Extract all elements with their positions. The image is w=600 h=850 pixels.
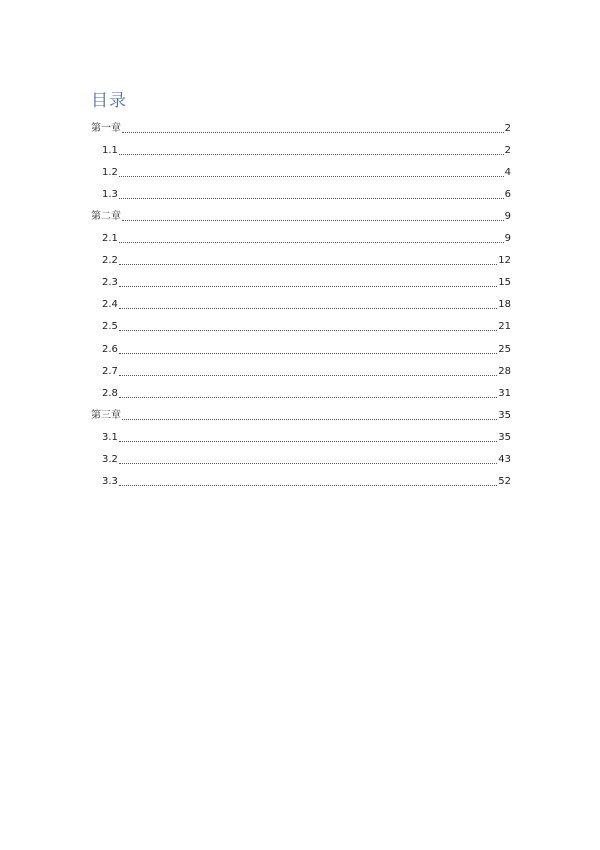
toc-entry-label: 第二章	[91, 211, 121, 223]
toc-entry-page-number: 9	[504, 233, 511, 245]
toc-section-entry[interactable]	[91, 468, 511, 490]
toc-entry-label: 1.2	[102, 167, 118, 179]
toc-dot-leader	[119, 286, 497, 287]
toc-chapter-entry[interactable]	[91, 203, 511, 225]
toc-section-entry[interactable]	[91, 335, 511, 357]
toc-section-entry[interactable]	[91, 247, 511, 269]
toc-entry-page-number: 4	[504, 167, 511, 179]
toc-dot-leader	[119, 242, 504, 243]
toc-section-entry[interactable]	[91, 225, 511, 247]
toc-dot-leader	[122, 220, 504, 221]
toc-dot-leader	[119, 397, 497, 398]
toc-entry-page-number: 21	[498, 321, 511, 333]
toc-entry-page-number: 12	[498, 255, 511, 267]
toc-entry-page-number: 6	[504, 189, 511, 201]
toc-section-entry[interactable]	[91, 358, 511, 380]
toc-entry-page-number: 9	[504, 211, 511, 223]
toc-entry-label: 2.1	[102, 233, 118, 245]
toc-entry-page-number: 15	[498, 277, 511, 289]
toc-section-entry[interactable]	[91, 424, 511, 446]
toc-entry-label: 3.3	[102, 475, 118, 487]
toc-section-entry[interactable]	[91, 269, 511, 291]
toc-dot-leader	[119, 353, 497, 354]
toc-entry-page-number: 25	[498, 343, 511, 355]
toc-entry-page-number: 2	[504, 145, 511, 157]
toc-entry-label: 2.7	[102, 365, 118, 377]
toc-entry-label: 2.8	[102, 387, 118, 399]
table-of-contents	[91, 115, 511, 490]
toc-entry-page-number: 18	[498, 299, 511, 311]
toc-entry-label: 3.1	[102, 431, 118, 443]
toc-section-entry[interactable]	[91, 159, 511, 181]
toc-dot-leader	[119, 176, 504, 177]
toc-entry-label: 3.2	[102, 453, 118, 465]
toc-dot-leader	[119, 441, 497, 442]
toc-title: 目录	[91, 91, 127, 111]
toc-chapter-entry[interactable]	[91, 402, 511, 424]
toc-section-entry[interactable]	[91, 181, 511, 203]
toc-dot-leader	[119, 308, 497, 309]
toc-dot-leader	[122, 132, 504, 133]
toc-entry-label: 2.6	[102, 343, 118, 355]
toc-entry-label: 2.4	[102, 299, 118, 311]
toc-section-entry[interactable]	[91, 291, 511, 313]
toc-entry-label: 2.3	[102, 277, 118, 289]
toc-section-entry[interactable]	[91, 446, 511, 468]
toc-entry-label: 1.3	[102, 189, 118, 201]
toc-entry-page-number: 43	[498, 453, 511, 465]
toc-chapter-entry[interactable]	[91, 115, 511, 137]
toc-entry-page-number: 35	[498, 409, 511, 421]
toc-section-entry[interactable]	[91, 380, 511, 402]
toc-section-entry[interactable]	[91, 137, 511, 159]
toc-entry-page-number: 28	[498, 365, 511, 377]
toc-entry-label: 1.1	[102, 145, 118, 157]
toc-entry-page-number: 52	[498, 475, 511, 487]
toc-entry-label: 第三章	[91, 409, 121, 421]
toc-entry-label: 2.5	[102, 321, 118, 333]
toc-dot-leader	[119, 264, 497, 265]
toc-entry-page-number: 2	[504, 123, 511, 135]
toc-entry-page-number: 31	[498, 387, 511, 399]
toc-dot-leader	[119, 485, 497, 486]
toc-dot-leader	[119, 198, 504, 199]
toc-entry-label: 2.2	[102, 255, 118, 267]
toc-entry-page-number: 35	[498, 431, 511, 443]
toc-dot-leader	[119, 463, 497, 464]
toc-dot-leader	[122, 419, 497, 420]
toc-dot-leader	[119, 154, 504, 155]
toc-section-entry[interactable]	[91, 313, 511, 335]
toc-entry-label: 第一章	[91, 123, 121, 135]
toc-dot-leader	[119, 375, 497, 376]
toc-dot-leader	[119, 330, 497, 331]
